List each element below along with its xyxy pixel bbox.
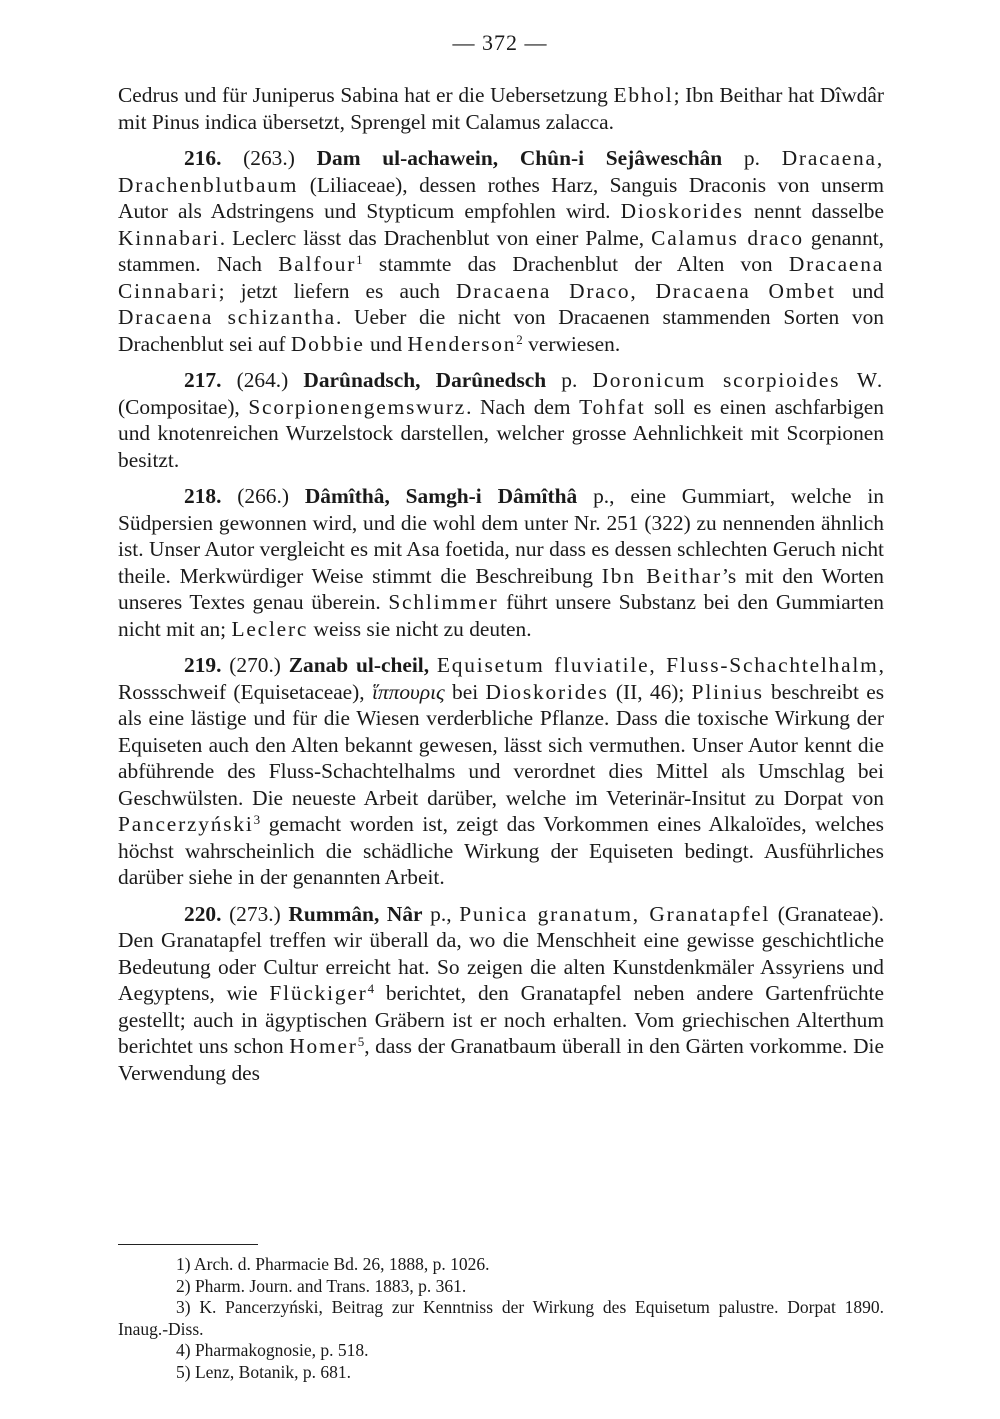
entry-term: Dam ul-achawein, Chûn-i Sejâweschân — [316, 146, 723, 170]
entry-text: stammte das Drachenblut der Alten von — [362, 252, 789, 276]
entry-text: bei — [444, 679, 486, 704]
footnote-marker: 2 — [516, 331, 523, 347]
entry-text — [429, 653, 437, 677]
entry-text: . Leclerc lässt das Drachenblut von einer Palme, — [219, 225, 652, 250]
footnote-1: 1) Arch. d. Pharmacie Bd. 26, 1888, p. 1026. — [176, 1254, 490, 1274]
entry-text-spaced: Calamus draco — [651, 225, 804, 250]
entry-text: p. — [546, 368, 593, 392]
entry-217 — [118, 367, 884, 473]
entry-text: (Granateae). Den Granatapfel treffen wir überall da, wo die Menschheit eine gewisse geschichtliche Bedeutung oder Cultur erreicht hat. So zeigen die alten Kunstdenkmäler Assyriens und Aegyptens, wie — [118, 901, 885, 1005]
entry-number: 220. — [184, 901, 222, 926]
intro-text-spaced: Ebhol — [613, 83, 674, 107]
entry-text: genannt, stammen. Nach — [118, 225, 884, 276]
entry-number: 216. — [184, 146, 222, 170]
entry-term: Dâmîthâ, Samgh-i Dâmîthâ — [304, 484, 578, 508]
entry-text: berichtet, den Granatapfel neben andere Gartenfrüchte gestellt; auch in ägyptischen Gräbern ist er noch erhalten. Vom griechischen Alterthum berichtet uns schon — [118, 981, 884, 1058]
entry-220 — [118, 901, 884, 1087]
entry-text: gemacht worden ist, zeigt das Vorkommen eines Alkaloïdes, welches höchst wahrscheinlich die schädliche Wirkung der Equiseten bedingt. Ausführliches darüber siehe in der genannten Arbeit. — [118, 812, 884, 889]
entry-text: p., — [422, 901, 460, 926]
entry-text: soll es einen aschfarbigen und knotenreichen Wurzelstock darstellen, welcher grosse Aehnlichkeit mit Scorpionen besitzt. — [118, 394, 884, 472]
entry-text-spaced: Plinius — [691, 679, 764, 704]
entry-text-spaced: Flückiger — [269, 981, 368, 1005]
entry-text-spaced: Dracaena schizantha — [118, 305, 336, 329]
entry-number: 219. — [184, 653, 222, 677]
footnote-marker: 1 — [356, 252, 363, 267]
entry-text: (Liliaceae), dessen rothes Harz, Sanguis Draconis von unserm Autor als Adstringens und Stypticum empfohlen wird. — [118, 172, 884, 223]
entry-text-spaced: Punica granatum, Granatapfel — [459, 901, 771, 926]
entry-text-spaced: Dracaena, Drachenblutbaum — [118, 146, 884, 197]
footnotes — [118, 1254, 884, 1383]
entry-text-spaced: Dobbie — [290, 331, 365, 356]
entry-term: Darûnadsch, Darûnedsch — [303, 368, 547, 392]
entry-219 — [118, 652, 884, 891]
entry-reference: (266.) — [237, 484, 289, 508]
entry-text: führt unsere Substanz bei den Gummiarten nicht mit an; — [118, 590, 884, 641]
entry-text-spaced: Henderson — [407, 331, 517, 356]
entry-text-spaced: Tohfat — [579, 394, 646, 419]
entry-text-spaced: Dioskorides — [620, 199, 744, 223]
entry-text: p. — [722, 146, 782, 170]
entry-text-spaced: Doronicum scorpioides W. — [592, 368, 884, 392]
footnote-marker: 4 — [367, 981, 375, 996]
entry-text: . Ueber die nicht von Dracaenen stammenden Sorten von Drachenblut sei auf — [118, 305, 885, 356]
entry-reference: (273.) — [229, 901, 281, 926]
entry-text-spaced: Homer — [289, 1034, 358, 1058]
entry-reference: (270.) — [229, 653, 281, 677]
entry-text-spaced: Scorpionengemswurz — [248, 394, 467, 419]
entry-number: 218. — [184, 484, 222, 508]
entry-text-spaced: Dracaena Cinnabari — [118, 252, 885, 303]
footnote-marker: 5 — [357, 1034, 365, 1049]
entry-text: weiss sie nicht zu deuten. — [308, 616, 532, 641]
entry-text: . Nach dem — [466, 394, 580, 419]
entry-text-spaced: Schlimmer — [388, 590, 499, 614]
greek-word: ἵππουρις — [371, 679, 445, 704]
entry-reference: (263.) — [243, 146, 295, 170]
entry-number: 217. — [184, 368, 222, 392]
page-number: — 372 — — [452, 30, 548, 55]
entry-text-spaced: Dracaena Draco, Dracaena Ombet — [456, 278, 836, 303]
main-text — [118, 82, 884, 1086]
entry-text-spaced: Kinnabari — [118, 225, 220, 250]
entry-text: (Compositae), — [118, 394, 249, 419]
entry-text: , Rossschweif (Equisetaceae), — [118, 653, 884, 704]
footnote-divider — [118, 1244, 258, 1245]
entry-text: und — [364, 331, 408, 356]
entry-text-spaced: Equisetum fluviatile, Fluss-Schachtelhalm — [436, 653, 879, 677]
entry-reference: (264.) — [236, 368, 289, 392]
entry-text: beschreibt es als eine lästige und für die Wiesen verderbliche Pflanze. Dass die toxische Wirkung der Equiseten auch den Alten bekannt gewesen, lässt sich vermuthen. Unser Autor kennt die abführende des Fluss-Schachtelhalms und verordnet dies Mittel als Umschlag bei Geschwülsten. Die neueste Arbeit darüber, welche im Veterinär-Insitut zu Dorpat von — [118, 679, 885, 810]
entry-text: p., eine Gummiart, welche in Südpersien gewonnen wird, und die wohl dem unter Nr. 251 (322) zu nennenden ähnlich ist. Unser Autor vergleicht es mit Asa foetida, nur dass es dessen schlechten Geruch nicht theile. Merkwürdiger Weise stimmt die Beschreibung — [118, 484, 884, 588]
entry-text: ’s mit den Worten unseres Textes genau überein. — [118, 563, 885, 614]
entry-text: nennt dasselbe — [743, 199, 884, 223]
entry-text: , dass der Granatbaum überall in den Gärten vorkomme. Die Verwendung des — [118, 1034, 884, 1085]
entry-text: und — [835, 278, 884, 303]
footnote-2: 2) Pharm. Journ. and Trans. 1883, p. 361. — [176, 1275, 467, 1296]
entry-216 — [118, 145, 884, 357]
entry-text: ; jetzt liefern es auch — [218, 278, 457, 303]
entry-text-spaced: Balfour — [278, 252, 357, 276]
entry-text-spaced: Pancerzyński — [118, 812, 254, 836]
entry-218 — [118, 483, 884, 642]
entry-text-spaced: Leclerc — [231, 616, 309, 641]
footnote-3: 3) K. Pancerzyński, Beitrag zur Kenntniss der Wirkung des Equisetum palustre. Dorpat 1890. Inaug.-Diss. — [118, 1297, 884, 1339]
entry-text-spaced: Ibn Beithar — [601, 563, 722, 588]
entry-term: Zanab ul-cheil, — [288, 653, 430, 677]
entry-text: verwiesen. — [522, 331, 621, 356]
footnote-4: 4) Pharmakognosie, p. 518. — [176, 1340, 369, 1360]
footnote-marker: 3 — [253, 812, 261, 827]
footnote-5: 5) Lenz, Botanik, p. 681. — [176, 1361, 351, 1382]
intro-text: Cedrus und für Juniperus Sabina hat er die Uebersetzung — [118, 83, 614, 107]
entry-text: (II, 46); — [608, 679, 692, 704]
intro-paragraph — [118, 82, 884, 135]
intro-text: ; Ibn Beithar hat Dîwdâr mit Pinus indica übersetzt, Sprengel mit Calamus zalacca. — [118, 83, 884, 134]
entry-text-spaced: Dioskorides — [485, 679, 609, 704]
entry-term: Rummân, Nâr — [288, 901, 423, 926]
